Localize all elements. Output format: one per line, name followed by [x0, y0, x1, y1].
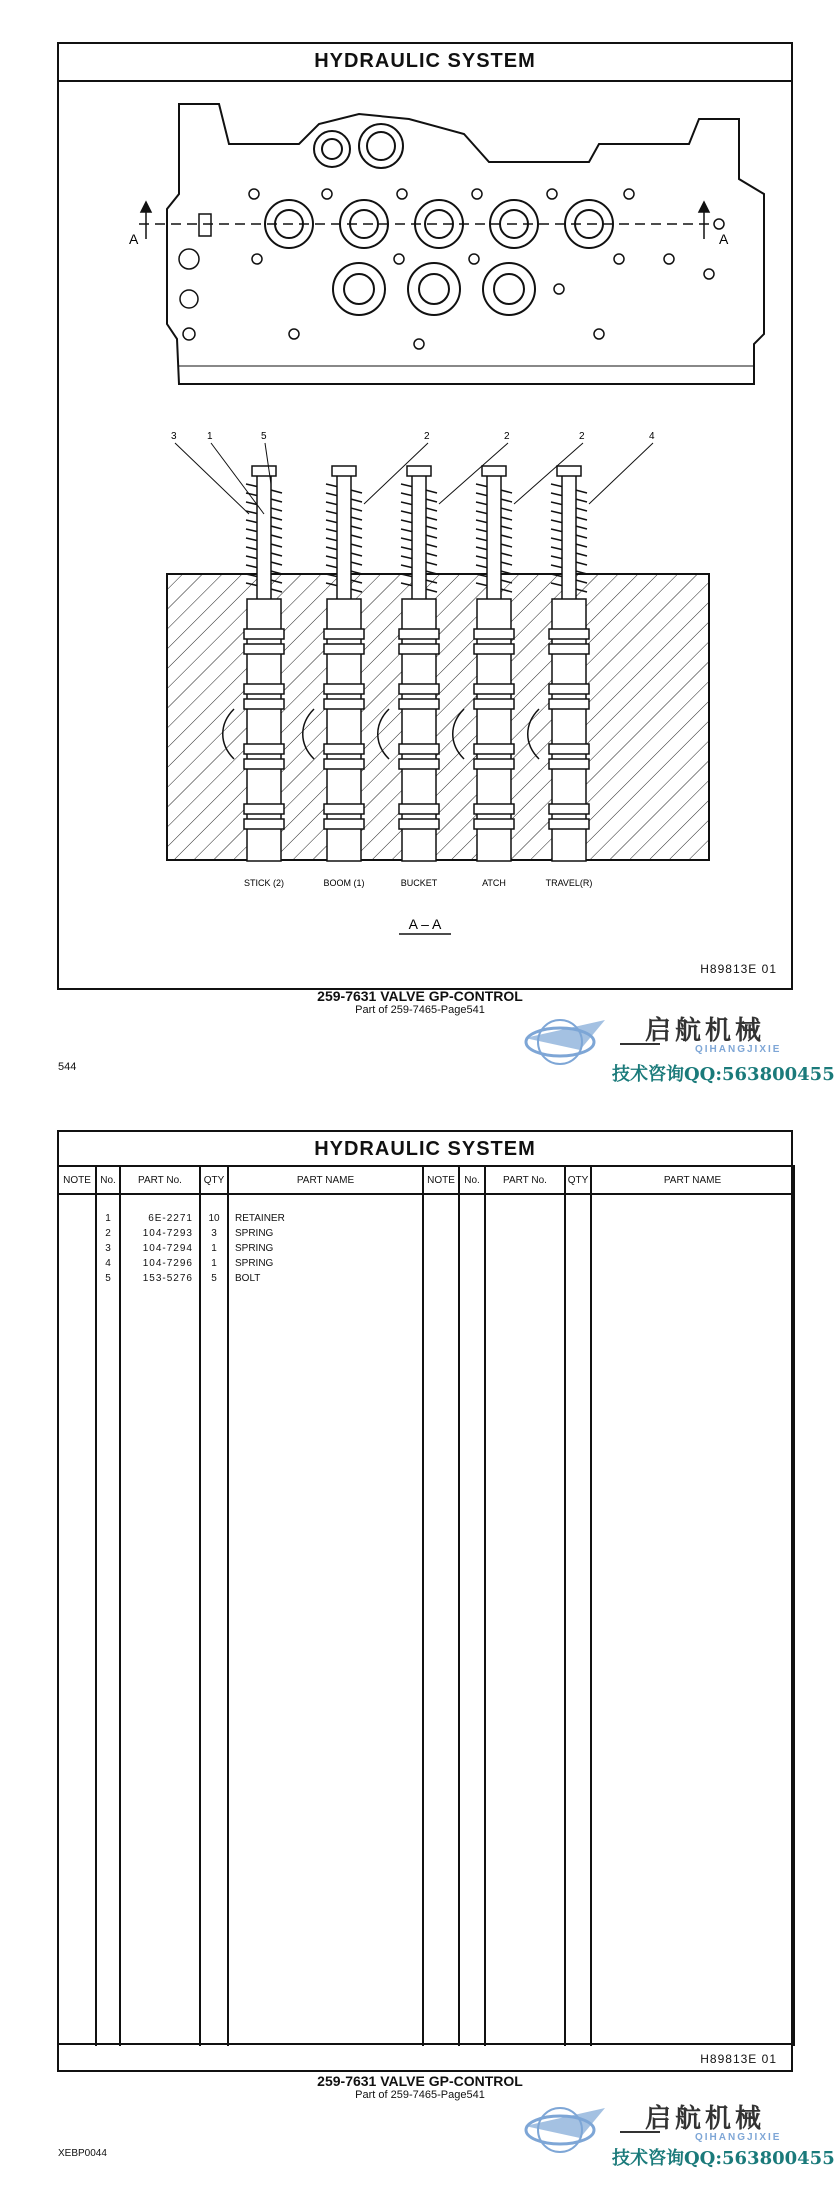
spool-land: [399, 629, 439, 639]
table-row-partname: SPRING: [235, 1243, 274, 1254]
spool-cap: [482, 466, 506, 476]
header-partno-left: PART No.: [120, 1166, 200, 1194]
spool-land: [474, 804, 514, 814]
valve-labels: [244, 878, 592, 888]
table-row-partno: 104-7296: [142, 1258, 193, 1269]
spool-land: [399, 759, 439, 769]
caption-sub-2: Part of 259-7465-Page541: [355, 2089, 485, 2101]
watermark-2: [520, 2098, 840, 2188]
spool-bores-row2: [333, 263, 535, 315]
spool-land: [474, 684, 514, 694]
spool-land: [324, 644, 364, 654]
spool-land: [474, 644, 514, 654]
section-label-left: A: [129, 231, 139, 247]
page-title: HYDRAULIC SYSTEM: [314, 50, 536, 72]
spool-land: [244, 804, 284, 814]
header-note-right: NOTE: [423, 1166, 459, 1194]
spool-land: [324, 629, 364, 639]
spool-land: [549, 699, 589, 709]
watermark-company-cn: 启航机械: [645, 1016, 766, 1046]
spool-land: [324, 699, 364, 709]
table-row-no: 4: [105, 1258, 111, 1269]
figure-reference: H89813E 01: [700, 962, 777, 976]
spool-land: [549, 819, 589, 829]
table-row-no: 3: [105, 1243, 111, 1254]
caption-sub: Part of 259-7465-Page541: [355, 1004, 485, 1016]
table-row-partno: 104-7294: [142, 1243, 193, 1254]
spool-land: [324, 804, 364, 814]
table-row-qty: 1: [211, 1243, 217, 1254]
col-note-left: [58, 1194, 96, 2046]
spool-land: [474, 699, 514, 709]
spool-land: [549, 744, 589, 754]
spool-cap: [557, 466, 581, 476]
callout-number: 1: [207, 431, 213, 442]
col-partno-left: [120, 1194, 200, 2046]
watermark-logo-icon: [520, 1010, 610, 1070]
table-footer-rule: [57, 2043, 793, 2045]
spool-land: [549, 684, 589, 694]
parts-table: [57, 1165, 795, 2046]
spool-land: [324, 819, 364, 829]
callout-number: 2: [579, 431, 585, 442]
col-qty-left: [200, 1194, 228, 2046]
watermark-logo-icon: [520, 2098, 610, 2158]
spool-land: [474, 759, 514, 769]
callout-number: 2: [424, 431, 430, 442]
header-no-right: No.: [459, 1166, 485, 1194]
spool-rod: [562, 472, 576, 602]
valve-label: BUCKET: [400, 878, 438, 888]
spool-land: [399, 744, 439, 754]
table-row-qty: 3: [211, 1228, 217, 1239]
spool-land: [474, 819, 514, 829]
watermark-contact: 技术咨询QQ:563800455: [612, 1064, 835, 1085]
spool-land: [399, 819, 439, 829]
spool-cap: [252, 466, 276, 476]
table-row-partname: BOLT: [235, 1273, 261, 1284]
spool-land: [324, 684, 364, 694]
spool-rod: [412, 472, 426, 602]
table-row-partno: 6E-2271: [148, 1213, 193, 1224]
section-label-right: A: [719, 231, 729, 247]
callout-number: 2: [504, 431, 510, 442]
spool-land: [244, 699, 284, 709]
spool-rod: [257, 472, 271, 602]
spool-land: [244, 684, 284, 694]
spool-land: [324, 744, 364, 754]
table-row-qty: 5: [211, 1273, 217, 1284]
col-note-right: [423, 1194, 459, 2046]
callout-leader: [589, 443, 653, 504]
header-partname-left: PART NAME: [228, 1166, 423, 1194]
spool-land: [549, 804, 589, 814]
caption-main: 259-7631 VALVE GP-CONTROL: [317, 988, 523, 1004]
table-row-qty: 1: [211, 1258, 217, 1269]
table-row-no: 2: [105, 1228, 111, 1239]
col-partno-right: [485, 1194, 565, 2046]
callout-number: 5: [261, 431, 267, 442]
header-partno-right: PART No.: [485, 1166, 565, 1194]
col-no-right: [459, 1194, 485, 2046]
parts-table-body: [58, 1194, 794, 2046]
spool-land: [474, 744, 514, 754]
spool-land: [399, 804, 439, 814]
header-no-left: No.: [96, 1166, 120, 1194]
page-number-2: XEBP0044: [58, 2148, 107, 2159]
table-top-rule: [57, 1165, 793, 1167]
spool-land: [399, 699, 439, 709]
spool-land: [244, 744, 284, 754]
spool-rod: [487, 472, 501, 602]
table-row-partname: SPRING: [235, 1258, 274, 1269]
valve-top-view: [167, 104, 764, 384]
watermark-company-cn: 启航机械: [645, 2104, 766, 2134]
table-row-partno: 104-7293: [142, 1228, 193, 1239]
col-partname-right: [591, 1194, 794, 2046]
spool-land: [324, 759, 364, 769]
table-row-no: 1: [105, 1213, 111, 1224]
header-partname-right: PART NAME: [591, 1166, 794, 1194]
spool-land: [399, 684, 439, 694]
valve-label: BOOM (1): [323, 878, 365, 888]
header-qty-left: QTY: [200, 1166, 228, 1194]
spool-land: [244, 629, 284, 639]
parts-table-header: [58, 1166, 794, 1194]
valve-label: TRAVEL(R): [545, 878, 593, 888]
spool-land: [244, 644, 284, 654]
drawing-page-frame: [57, 42, 793, 990]
col-qty-right: [565, 1194, 591, 2046]
spool-cap: [332, 466, 356, 476]
callout-number: 4: [649, 431, 655, 442]
callout-number: 3: [171, 431, 177, 442]
table-row-no: 5: [105, 1273, 111, 1284]
header-qty-right: QTY: [565, 1166, 591, 1194]
valve-label: STICK (2): [243, 878, 285, 888]
section-title: A – A: [408, 916, 442, 932]
spool-land: [549, 759, 589, 769]
watermark-company-en: QIHANGJIXIE: [695, 2132, 782, 2143]
spool-land: [474, 629, 514, 639]
valve-label: ATCH: [482, 878, 506, 888]
spool-land: [549, 629, 589, 639]
table-row-partname: RETAINER: [235, 1213, 285, 1224]
valve-drawing: [59, 44, 791, 988]
col-no-left: [96, 1194, 120, 2046]
header-note-left: NOTE: [58, 1166, 96, 1194]
spool-land: [244, 759, 284, 769]
spool-land: [244, 819, 284, 829]
table-row-qty: 10: [208, 1213, 220, 1224]
watermark: [520, 1010, 840, 1100]
caption-main-2: 259-7631 VALVE GP-CONTROL: [317, 2073, 523, 2089]
figure-reference-2: H89813E 01: [700, 2052, 777, 2066]
watermark-company-en: QIHANGJIXIE: [695, 1044, 782, 1055]
spool-land: [549, 644, 589, 654]
spool-land: [399, 644, 439, 654]
parts-list-title: HYDRAULIC SYSTEM: [314, 1138, 536, 1160]
table-row-partno: 153-5276: [142, 1273, 193, 1284]
watermark-contact: 技术咨询QQ:563800455: [612, 2148, 835, 2169]
table-row-partname: SPRING: [235, 1228, 274, 1239]
page-number: 544: [58, 1061, 77, 1073]
col-partname-left: [228, 1194, 423, 2046]
spool-rod: [337, 472, 351, 602]
spool-cap: [407, 466, 431, 476]
